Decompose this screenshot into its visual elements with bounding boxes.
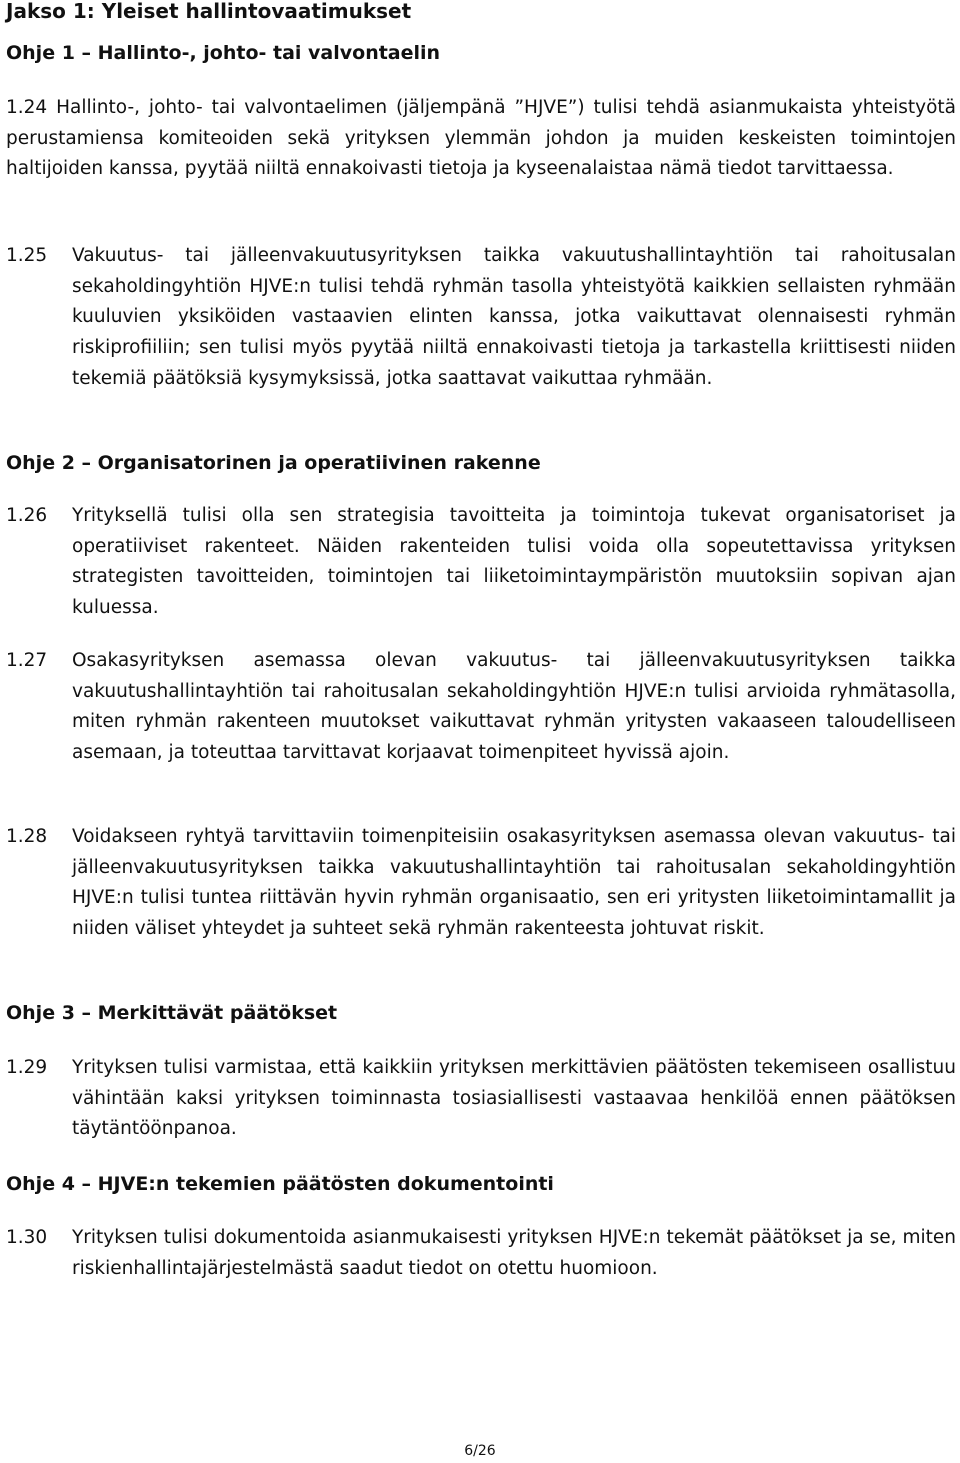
page-number: 6/26 bbox=[464, 1443, 496, 1459]
paragraph-1-25 bbox=[6, 241, 956, 395]
section-title: Jakso 1: Yleiset hallintovaatimukset bbox=[6, 0, 412, 23]
paragraph-1-29 bbox=[6, 1053, 956, 1145]
paragraph-number: 1.27 bbox=[6, 650, 48, 671]
paragraph-1-27 bbox=[6, 646, 956, 769]
paragraph-text: Yrityksellä tulisi olla sen strategisia tavoitteita ja toimintoja tukevat organisatoriset ja operatiiviset rakenteet. Näiden rakenteiden tulisi voida olla sopeutettavissa yrityksen strategisten tavoitteiden, toimintojen tai liiketoimintaympäristön muutoksiin sopivan ajan kuluessa. bbox=[72, 505, 956, 619]
paragraph-number: 1.26 bbox=[6, 505, 48, 526]
guideline-heading-1: Ohje 1 – Hallinto-, johto- tai valvontaelin bbox=[6, 42, 441, 64]
guideline-heading-2: Ohje 2 – Organisatorinen ja operatiivinen rakenne bbox=[6, 452, 541, 474]
paragraph-1-26 bbox=[6, 501, 956, 624]
guideline-heading-4: Ohje 4 – HJVE:n tekemien päätösten dokumentointi bbox=[6, 1173, 554, 1195]
paragraph-number: 1.24 bbox=[6, 97, 48, 118]
guideline-heading-3: Ohje 3 – Merkittävät päätökset bbox=[6, 1002, 338, 1024]
paragraph-1-24 bbox=[6, 93, 956, 185]
paragraph-text: Osakasyrityksen asemassa olevan vakuutus- tai jälleenvakuutusyrityksen taikka vakuutushallintayhtiön tai rahoitusalan sekaholdingyhtiön HJVE:n tulisi arvioida ryhmätasolla, miten ryhmän rakenteen muutokset vaikuttavat ryhmän yritysten vakaaseen taloudelliseen asemaan, ja toteuttaa tarvittavat korjaavat toimenpiteet hyvissä ajoin. bbox=[72, 650, 956, 764]
paragraph-text: Vakuutus- tai jälleenvakuutusyrityksen taikka vakuutushallintayhtiön tai rahoitusalan sekaholdingyhtiön HJVE:n tulisi tehdä ryhmän tasolla yhteistyötä kaikkien sellaisten ryhmään kuuluvien yksiköiden vastaavien elinten kanssa, jotka vaikuttavat olennaisesti ryhmän riskiprofiiliin; sen tulisi myös pyytää niiltä ennakoivasti tietoja ja tarkastella kriittisesti niiden tekemiä päätöksiä kysymyksissä, jotka saattavat vaikuttaa ryhmään. bbox=[72, 245, 956, 389]
paragraph-1-30 bbox=[6, 1223, 956, 1284]
paragraph-text: Hallinto-, johto- tai valvontaelimen (jäljempänä ”HJVE”) tulisi tehdä asianmukaista yhteistyötä perustamiensa komiteoiden sekä yrityksen ylemmän johdon ja muiden keskeisten toimintojen haltijoiden kanssa, pyytää niiltä ennakoivasti tietoja ja kyseenalaistaa nämä tiedot tarvittaessa. bbox=[6, 97, 956, 180]
paragraph-text: Yrityksen tulisi dokumentoida asianmukaisesti yrityksen HJVE:n tekemät päätökset ja se, miten riskienhallintajärjestelmästä saadut tiedot on otettu huomioon. bbox=[72, 1227, 956, 1279]
paragraph-1-28 bbox=[6, 822, 956, 945]
paragraph-text: Voidakseen ryhtyä tarvittaviin toimenpiteisiin osakasyrityksen asemassa olevan vakuutus- tai jälleenvakuutusyrityksen taikka vakuutushallintayhtiön tai rahoitusalan sekaholdingyhtiön HJVE:n tulisi tuntea riittävän hyvin ryhmän organisaatio, sen eri yritysten liiketoimintamallit ja niiden väliset yhteydet ja suhteet sekä ryhmän rakenteesta johtuvat riskit. bbox=[72, 826, 956, 940]
paragraph-number: 1.25 bbox=[6, 245, 48, 266]
paragraph-text: Yrityksen tulisi varmistaa, että kaikkiin yrityksen merkittävien päätösten tekemiseen osallistuu vähintään kaksi yrityksen toiminnasta tosiasiallisesti vastaavaa henkilöä ennen päätöksen täytäntöönpanoa. bbox=[72, 1057, 956, 1140]
paragraph-number: 1.28 bbox=[6, 826, 48, 847]
paragraph-number: 1.30 bbox=[6, 1227, 48, 1248]
paragraph-number: 1.29 bbox=[6, 1057, 48, 1078]
